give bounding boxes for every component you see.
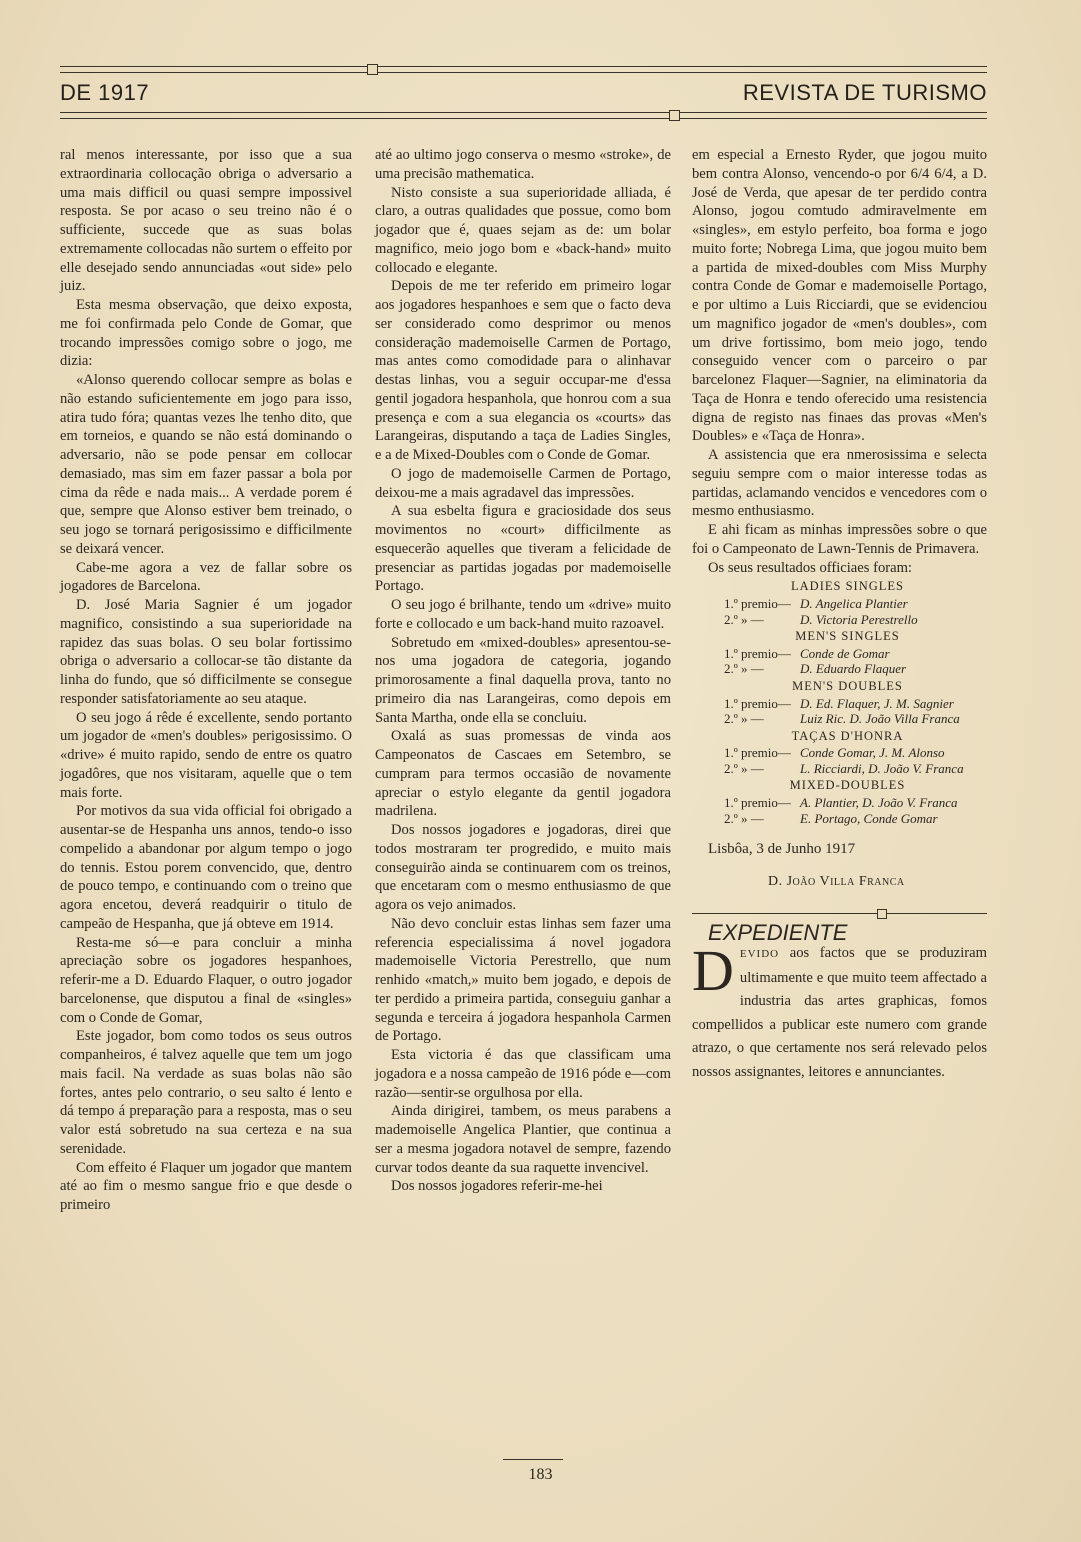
column-1 [60, 146, 352, 1215]
header-rule-ornament [669, 110, 680, 121]
paragraph: A sua esbelta figura e graciosidade dos seus movimentos no «court» difficilmente as esquecerão aquelles que tiveram a felicidade de presenciar as partidas jogadas por mademoiselle Portago. [375, 503, 671, 595]
paragraph: Dos nossos jogadores e jogadoras, direi que todos mostraram ter progredido, e muito mais conseguirão ainda se continuarem com os treinos, que encetaram com o mesmo enthusiasmo de que agora os vejo animados. [375, 822, 671, 913]
result-line [692, 661, 987, 677]
paragraph: Resta-me só—e para concluir a minha apreciação sobre os jogadores hespanhoes, referir-me a D. Eduardo Flaquer, o outro jogador barcelonense, que disputou a final de «singles» com o Conde de Gomar, [60, 934, 352, 1026]
result-place: 2.º » — [724, 611, 764, 627]
expediente-first-word: EVIDO [739, 948, 780, 961]
result-line [692, 711, 987, 727]
result-place: 2.º » — [724, 661, 764, 677]
folio-rule [503, 1459, 563, 1460]
result-name: D. Ed. Flaquer, J. M. Sagnier [800, 695, 954, 711]
header-rule-top [60, 66, 987, 73]
result-line [692, 612, 987, 628]
results-heading: TAÇAS D'HONRA [791, 728, 904, 743]
paragraph: Depois de me ter referido em primeiro logar aos jogadores hespanhoes e sem que o facto deva ser considerado como desprimor ou menos consideração mademoiselle Carmen de Portago, mas antes como comodidade para o alinhavar destas linhas, vou a seguir occupar-me d'essa gentil jogadora hespanhola, que honrou com a sua presença e com a sua elegancia os «courts» das Larangeiras, disputando a taça de Ladies Singles, e a de Mixed-Doubles com o Conde de Gomar. [375, 278, 671, 463]
page-number: 183 [528, 1466, 553, 1483]
signoff-author: D. João Villa Franca [768, 873, 905, 889]
result-line [692, 795, 987, 811]
result-place: 1.º premio— [724, 596, 791, 611]
results-heading: MIXED-DOUBLES [789, 778, 906, 793]
result-place: 2.º » — [724, 760, 764, 776]
result-line [692, 696, 987, 712]
results-heading: MEN'S DOUBLES [792, 678, 903, 693]
result-line [692, 761, 987, 777]
column-3 [692, 146, 987, 1084]
paragraph: Esta victoria é das que classificam uma jogadora e a nossa campeão de 1916 póde e—com razão—sentir-se orgulhosa por ella. [375, 1047, 671, 1101]
result-name: E. Portago, Conde Gomar [800, 810, 938, 826]
paragraph: Cabe-me agora a vez de fallar sobre os jogadores de Barcelona. [60, 559, 352, 595]
paragraph: Dos nossos jogadores referir-me-hei [391, 1178, 603, 1195]
paragraph: até ao ultimo jogo conserva o mesmo «stroke», de uma precisão mathematica. [375, 147, 671, 182]
result-place: 1.º premio— [724, 745, 791, 761]
paragraph: O jogo de mademoiselle Carmen de Portago, deixou-me a mais agradavel das impressões. [375, 465, 671, 501]
results-mens-singles [692, 627, 987, 677]
expediente-text: aos factos que se produziram ultimamente e que muito teem affectado a industria das artes graphicas, fomos compellidos a publicar este numero com grande atrazo, o que certamente nos será relevado pelos nossos assignantes, leitores e annunciantes. [692, 945, 987, 1080]
paragraph: em especial a Ernesto Ryder, que jogou muito bem contra Alonso, vencendo-o por 6/4 6/4, a D. José de Verda, que apesar de ter perdido contra Alonso, jogou comtudo admiravelmente em «singles», em estylo perfeito, boa forma e jogo muito forte; Nobrega Lima, que jogou muito bem a partida de mixed-doubles com Miss Murphy contra Conde de Gomar e mademoiselle Portago, e por ultimo a Luis Ricciardi, que se evidenciou um magnifico jogador de «men's doubles», com um drive fortissimo, bom meio jogo, tendo conseguido vencer com o parceiro o par barcelonez Flaquer—Sagnier, na eliminatoria da Taça de Honra e tendo oferecido uma resistencia digna de registo nas finaes das provas «Men's Doubles» e «Taça de Honra». [692, 147, 987, 445]
result-place: 1.º premio— [724, 645, 791, 661]
paragraph: A assistencia que era nmerosissima e selecta seguiu sempre com o maior interesse todas as partidas, aclamando vencidos e vencedores com o mesmo enthusiasmo. [692, 447, 987, 520]
paragraph: Sobretudo em «mixed-doubles» apresentou-se-nos uma jogadora de categoria, jogando primorosamente a final daquella prova, tanto no primeiro dia nas Larangeiras, como depois em Santa Martha, onde ella se concluiu. [375, 634, 671, 726]
expediente-title: EXPEDIENTE [708, 919, 848, 945]
results-mixed-doubles [692, 776, 987, 826]
paragraph: «Alonso querendo collocar sempre as bolas e não estando suficientemente em jogo para isso, atira tudo fóra; quantas vezes lhe tenho dito, que em torneios, e quando se não está dominando o adversario, não se pode pensar em collocar demasiado, mas sim em fazer passar a bola por cima da rêde e nada mais... A verdade porem é que, sempre que Alonso estiver bem treinado, o seu jogo se tornará perigosissimo e difficilmente se deixará vencer. [60, 372, 352, 557]
header-rule-ornament [367, 64, 378, 75]
signoff-date: Lisbôa, 3 de Junho 1917 [708, 841, 856, 857]
results-heading: MEN'S SINGLES [795, 629, 900, 643]
paragraph: E ahi ficam as minhas impressões sobre o que foi o Campeonato de Lawn-Tennis de Primavera. [692, 522, 987, 557]
section-divider [692, 910, 987, 918]
result-name: D. Eduardo Flaquer [800, 661, 907, 677]
paragraph: O seu jogo á rêde é excellente, sendo portanto um jogador de «men's doubles» perigosissimo. O «drive» é muito rapido, sendo de entre os quatro jogadôres, que nos visitaram, aquelle que o tem mais forte. [60, 709, 352, 801]
result-name: D. Victoria Perestrello [800, 611, 918, 627]
paragraph: Os seus resultados officiaes foram: [708, 559, 912, 576]
expediente-body [692, 938, 987, 1084]
result-place: 1.º premio— [724, 795, 791, 810]
dropcap: D [692, 938, 734, 1004]
results-tacas-honra [692, 727, 987, 777]
result-place: 1.º premio— [724, 695, 791, 711]
result-line [692, 811, 987, 827]
paragraph: Esta mesma observação, que deixo exposta, me foi confirmada pelo Conde de Gomar, que trocando impressões comigo sobre o jogo, me dizia: [60, 297, 352, 370]
paragraph: Oxalá as suas promessas de vinda aos Campeonatos de Cascaes em Setembro, se cumpram para termos occasião de novamente apreciar o estylo elegante da gentil jogadora madrilena. [375, 728, 671, 820]
result-place: 2.º » — [724, 810, 764, 826]
result-line [692, 646, 987, 662]
result-name: A. Plantier, D. João V. Franca [800, 795, 958, 810]
results-mens-doubles [692, 677, 987, 727]
results-ladies-singles [692, 577, 987, 627]
paragraph: Ainda dirigirei, tambem, os meus parabens a mademoiselle Angelica Plantier, que continua a ser a mesma jogadora notavel de sempre, fazendo curvar todos deante da sua raquette invencivel. [375, 1103, 671, 1176]
header-left: DE 1917 [60, 80, 150, 105]
paragraph: Não devo concluir estas linhas sem fazer uma referencia especialissima á novel jogadora mademoiselle Victoria Perestrello, que num renhido «match,» muito bem jogado, e depois de ter perdido a primeira partida, conseguiu ganhar a segunda e terceira á jogadora hespanhola Carmen de Portago. [375, 915, 671, 1045]
column-2 [375, 146, 671, 1196]
result-name: Luiz Ric. D. João Villa Franca [800, 711, 960, 726]
result-name: Conde Gomar, J. M. Alonso [800, 745, 945, 761]
result-name: L. Ricciardi, D. João V. Franca [800, 760, 964, 776]
result-line [692, 596, 987, 612]
paragraph: O seu jogo é brilhante, tendo um «drive» muito forte e collocado e um back-hand muito razoavel. [375, 597, 671, 632]
result-place: 2.º » — [724, 711, 764, 726]
result-line [692, 745, 987, 761]
result-name: Conde de Gomar [800, 645, 890, 661]
paragraph: ral menos interessante, por isso que a sua extraordinaria collocação obriga o adversario a uma mais difficil ou quasi sempre impossivel resposta. Se por acaso o seu treino não é o sufficiente, succede que as suas bolas extremamente collocadas não surtem o effeito por elle desejado sendo annunciadas «out side» pelo juiz. [60, 147, 352, 295]
results-heading: LADIES SINGLES [791, 579, 904, 594]
result-name: D. Angelica Plantier [800, 596, 908, 611]
header-right: REVISTA DE TURISMO [742, 80, 987, 105]
header-rule-bottom [60, 112, 987, 119]
paragraph: D. José Maria Sagnier é um jogador magnifico, consistindo a sua superioridade na rapidez das suas bolas. O seu bolar fortissimo obriga o adversario a collocar-se tão distante da linha do fundo, que só difficilmente se consegue responder satisfatoriamente ao seu ataque. [60, 597, 352, 707]
paragraph: Este jogador, bom como todos os seus outros companheiros, é talvez aquelle que tem um jogo mais facil. Na verdade as suas bolas não são fortes, antes pelo contrario, o seu salto é lento e dá tempo á preparação para a resposta, mas o seu valor está sobretudo na sua certeza e na sua serenidade. [60, 1028, 352, 1157]
paragraph: Nisto consiste a sua superioridade alliada, é claro, a outras qualidades que possue, como bom jogador que é, quaes sejam as de: um bolar magnifico, meio jogo bom e «back-hand» muito collocado e elegante. [375, 184, 671, 276]
paragraph: Por motivos da sua vida official foi obrigado a ausentar-se de Hespanha uns annos, tendo-o isso compelido a abandonar por algum tempo o jogo do tennis. Estou porem convencido, que, dentro de pouco tempo, e continuando com o treino que agora encetou, deverá readquirir o titulo de campeão de Hespanha, que já obteve em 1914. [60, 803, 352, 932]
paragraph: Com effeito é Flaquer um jogador que mantem até ao fim o mesmo sangue frio e que desde o primeiro [60, 1159, 352, 1213]
